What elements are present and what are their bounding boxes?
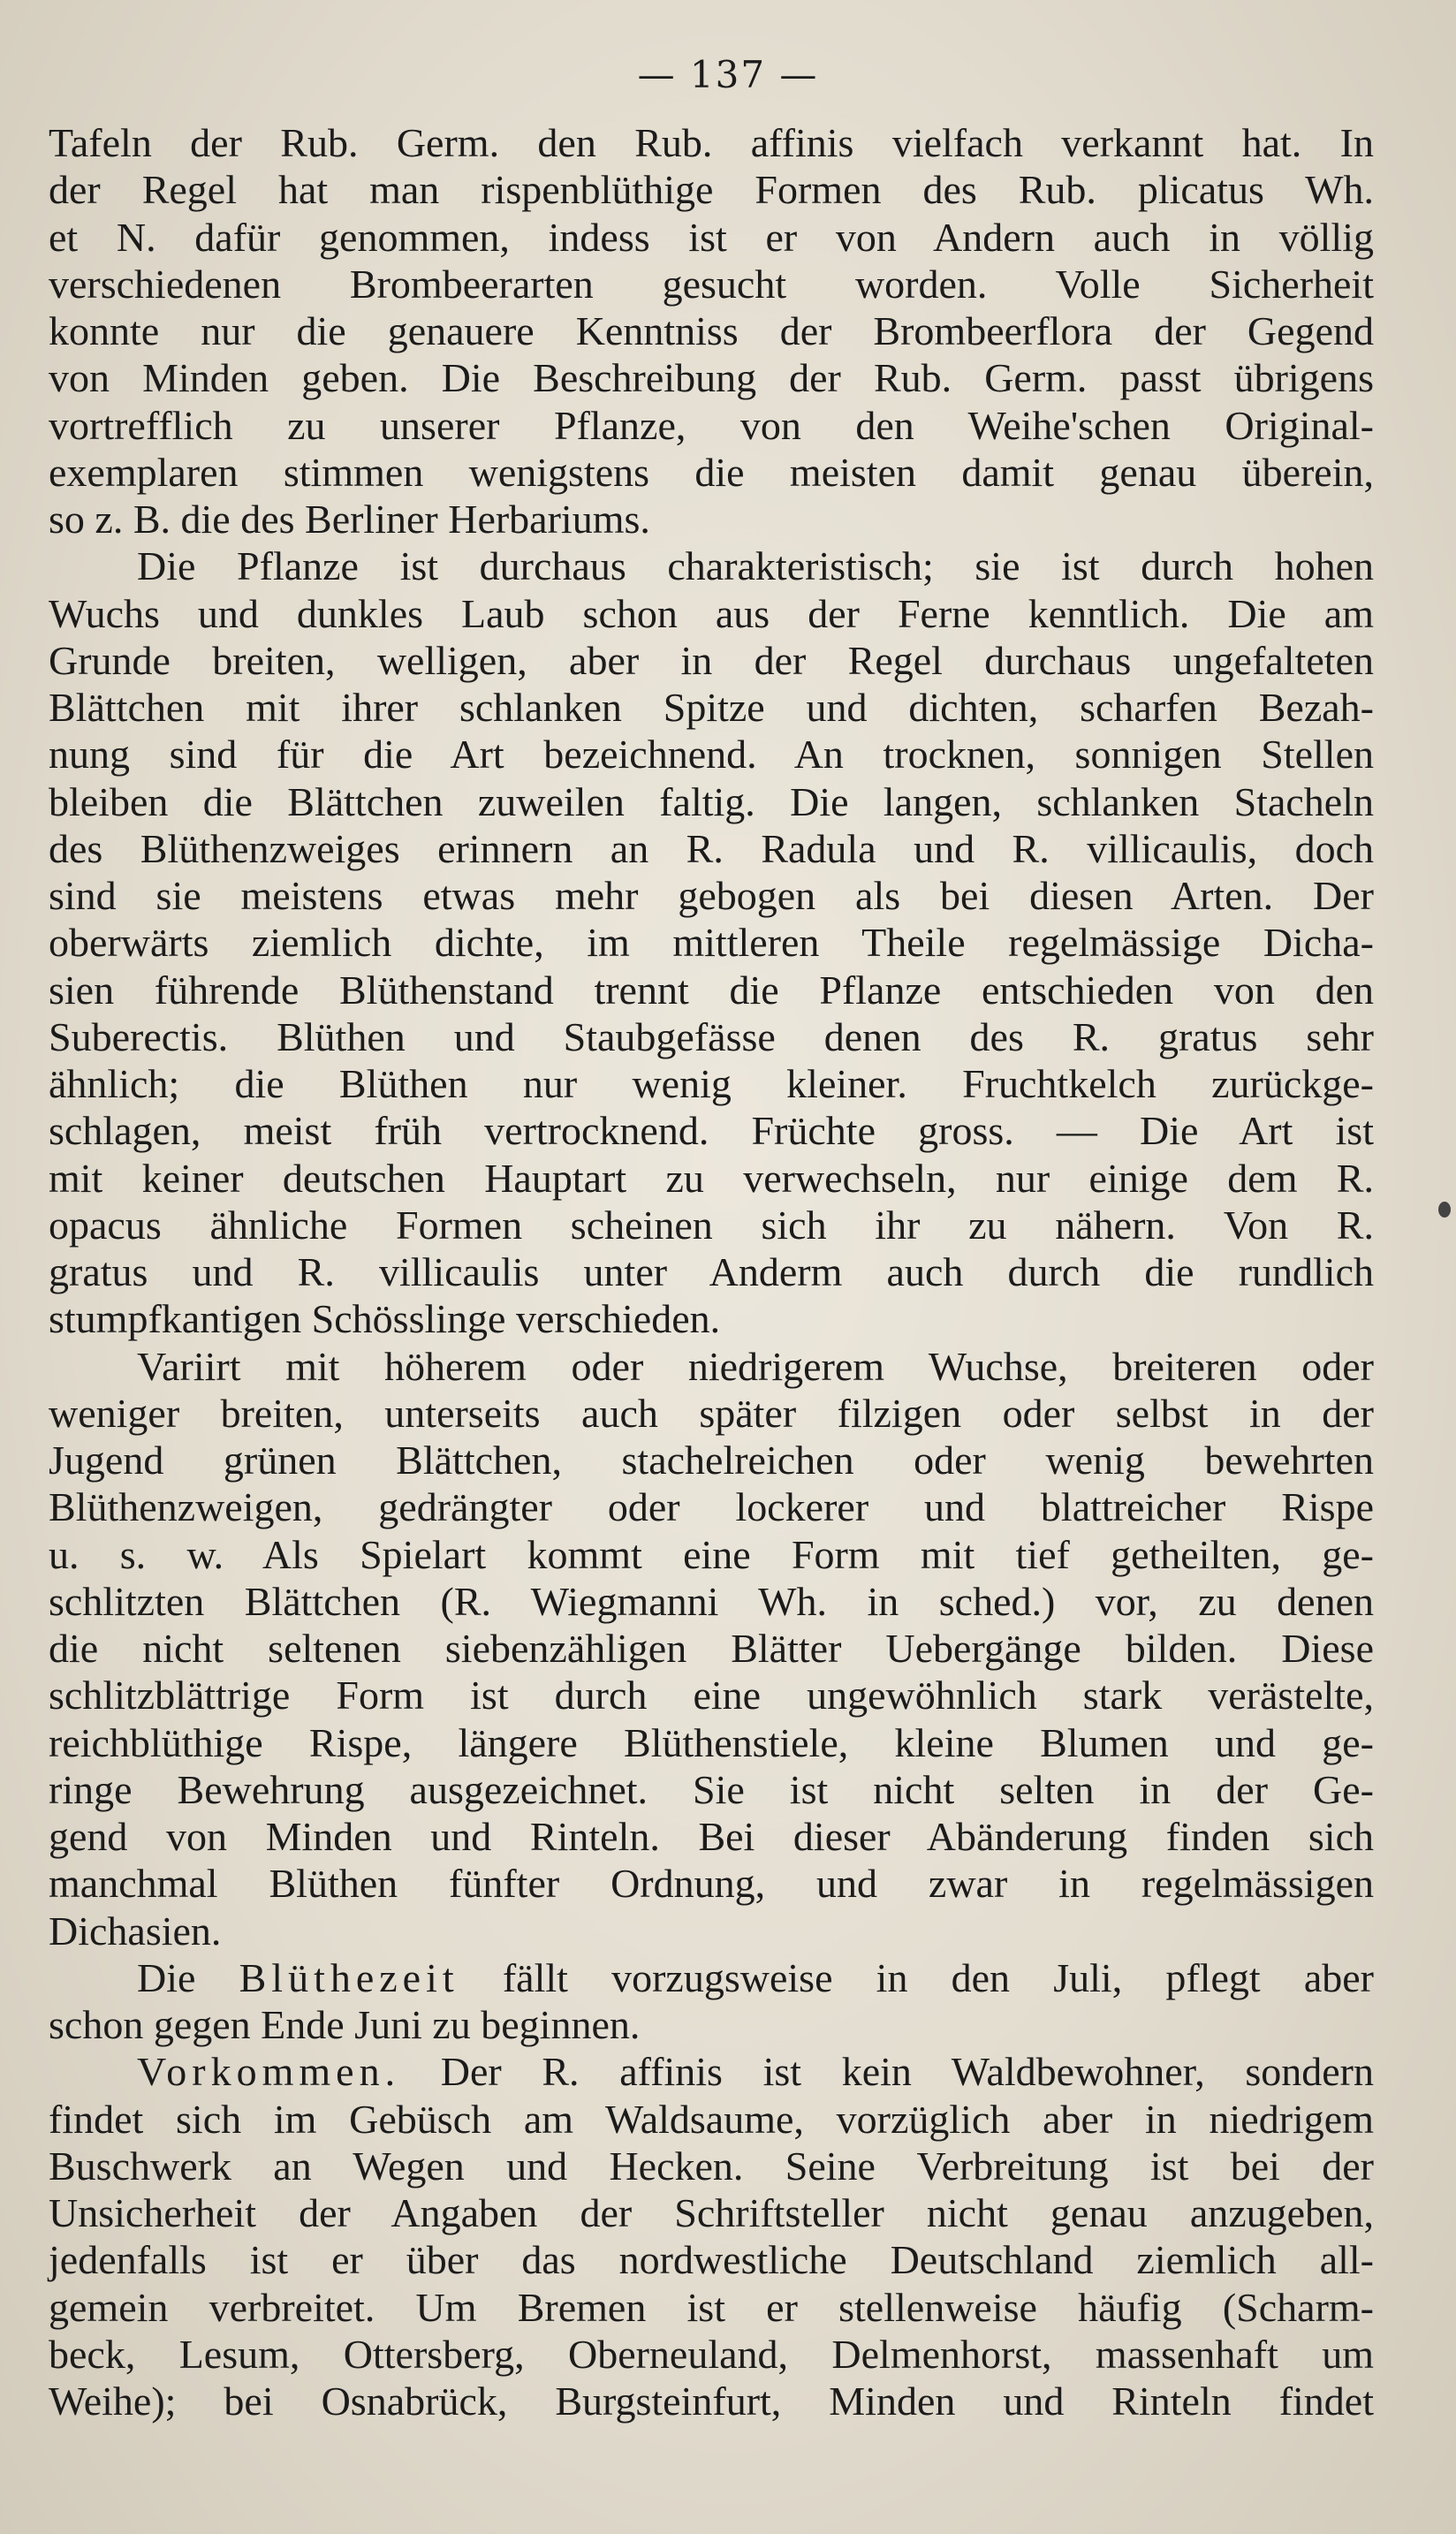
text-line: Variirt mit höherem oder niedrigerem Wuchse, breiteren oder — [137, 1343, 1374, 1389]
spaced-term: Blüthezeit — [239, 1954, 459, 2000]
text-line: jedenfalls ist er über das nordwestliche Deutschland ziemlich all- — [49, 2237, 1374, 2283]
text-line: Tafeln der Rub. Germ. den Rub. affinis vielfach verkannt hat. In — [49, 120, 1374, 165]
text-line: der Regel hat man rispenblüthige Formen des Rub. plicatus Wh. — [49, 167, 1374, 213]
text-line: gratus und R. villicaulis unter Anderm auch durch die rundlich — [49, 1249, 1374, 1294]
text-line: et N. dafür genommen, indess ist er von Andern auch in völlig — [49, 214, 1374, 260]
text-line: Blättchen mit ihrer schlanken Spitze und dichten, scharfen Bezah- — [49, 685, 1374, 730]
text-line: schon gegen Ende Juni zu beginnen. — [49, 2002, 641, 2047]
text-line: bleiben die Blättchen zuweilen faltig. Die langen, schlanken Stacheln — [49, 778, 1374, 824]
text-line: findet sich im Gebüsch am Waldsaume, vorzüglich aber in niedrigem — [49, 2096, 1374, 2142]
spaced-term: Vorkommen. — [137, 2049, 401, 2095]
text-line: Dichasien. — [49, 1908, 222, 1954]
text-line: mit keiner deutschen Hauptart zu verwechseln, nur einige dem R. — [49, 1155, 1374, 1201]
text-line: gemein verbreitet. Um Bremen ist er stellenweise häufig (Scharm- — [49, 2284, 1374, 2330]
text-line: sien führende Blüthenstand trennt die Pflanze entschieden von den — [49, 967, 1374, 1013]
text-line: exemplaren stimmen wenigstens die meisten damit genau überein, — [49, 449, 1374, 495]
line-rest: Der R. affinis ist kein Waldbewohner, sondern — [400, 2049, 1374, 2095]
text-line: manchmal Blüthen fünfter Ordnung, und zwar in regelmässigen — [49, 1861, 1374, 1907]
text-line: Jugend grünen Blättchen, stachelreichen oder wenig bewehrten — [49, 1438, 1374, 1483]
text-line: opacus ähnliche Formen scheinen sich ihr zu nähern. Von R. — [49, 1202, 1374, 1248]
text-line: Weihe); bei Osnabrück, Burgsteinfurt, Minden und Rinteln findet — [49, 2378, 1374, 2424]
text-line: des Blüthenzweiges erinnern an R. Radula und R. villicaulis, doch — [49, 825, 1374, 871]
text-line: ringe Bewehrung ausgezeichnet. Sie ist nicht selten in der Ge- — [49, 1766, 1374, 1812]
text-line: Wuchs und dunkles Laub schon aus der Ferne kenntlich. Die am — [49, 590, 1374, 636]
text-line: von Minden geben. Die Beschreibung der Rub. Germ. passt übrigens — [49, 355, 1374, 401]
text-line: gend von Minden und Rinteln. Bei dieser Abänderung finden sich — [49, 1814, 1374, 1859]
text-line: Grunde breiten, welligen, aber in der Regel durchaus ungefalteten — [49, 637, 1374, 683]
text-line: schlitzten Blättchen (R. Wiegmanni Wh. in sched.) vor, zu denen — [49, 1578, 1374, 1624]
text-line: die nicht seltenen siebenzähligen Blätter Uebergänge bilden. Diese — [49, 1626, 1374, 1671]
text-line: verschiedenen Brombeerarten gesucht worden. Volle Sicherheit — [49, 261, 1374, 307]
text-line: schlitzblättrige Form ist durch eine ungewöhnlich stark verästelte, — [49, 1673, 1374, 1718]
body-text — [49, 119, 1374, 2424]
ink-spot — [1438, 1202, 1451, 1218]
text-line — [49, 2048, 1374, 2095]
text-line: ähnlich; die Blüthen nur wenig kleiner. Fruchtkelch zurückge- — [49, 1061, 1374, 1106]
text-line: reichblüthige Rispe, längere Blüthenstiele, kleine Blumen und ge- — [49, 1719, 1374, 1765]
text-line: u. s. w. Als Spielart kommt eine Form mit tief getheilten, ge- — [49, 1531, 1374, 1577]
text-line: Buschwerk an Wegen und Hecken. Seine Verbreitung ist bei der — [49, 2143, 1374, 2189]
page-number-header: — 137 — — [637, 53, 819, 96]
text-line: so z. B. die des Berliner Herbariums. — [49, 497, 650, 542]
text-line: Unsicherheit der Angaben der Schriftsteller nicht genau anzugeben, — [49, 2190, 1374, 2235]
text-line — [49, 1954, 1374, 2001]
line-rest: fällt vorzugsweise in den Juli, pflegt aber — [459, 1954, 1374, 2000]
text-line: schlagen, meist früh vertrocknend. Früchte gross. — Die Art ist — [49, 1108, 1374, 1154]
text-line: Suberectis. Blüthen und Staubgefässe denen des R. gratus sehr — [49, 1013, 1374, 1059]
text-line: stumpfkantigen Schösslinge verschieden. — [49, 1296, 721, 1342]
text-line: beck, Lesum, Ottersberg, Oberneuland, Delmenhorst, massenhaft um — [49, 2331, 1374, 2377]
line-prefix: Die — [137, 1954, 239, 2000]
text-line: vortrefflich zu unserer Pflanze, von den Weihe'schen Original- — [49, 402, 1374, 448]
text-line: nung sind für die Art bezeichnend. An trocknen, sonnigen Stellen — [49, 732, 1374, 778]
text-line: Blüthenzweigen, gedrängter oder lockerer und blattreicher Rispe — [49, 1484, 1374, 1530]
text-line: sind sie meistens etwas mehr gebogen als bei diesen Arten. Der — [49, 873, 1374, 918]
text-line: konnte nur die genauere Kenntniss der Brombeerflora der Gegend — [49, 308, 1374, 353]
text-line: Die Pflanze ist durchaus charakteristisch; sie ist durch hohen — [137, 543, 1374, 589]
text-line: oberwärts ziemlich dichte, im mittleren Theile regelmässige Dicha- — [49, 920, 1374, 966]
text-line: weniger breiten, unterseits auch später filzigen oder selbst in der — [49, 1390, 1374, 1436]
